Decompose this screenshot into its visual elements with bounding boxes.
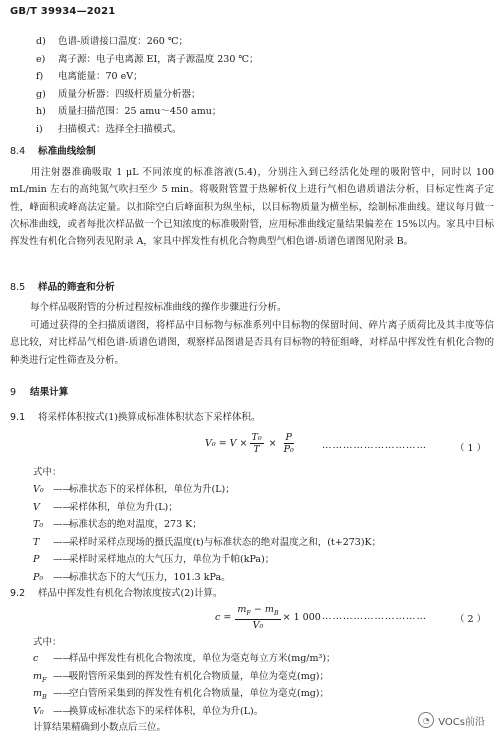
equation-leader: ………………………… [322,440,427,451]
list-item: $m_B$ —— 空白管所采集到的挥发性有机化合物质量，单位为毫克(mg)； [33,688,330,702]
equation-leader: ………………………… [322,611,427,622]
formula-2-definitions [33,650,336,720]
list-item: e) 离子源：电子电离源 EI，离子源温度 230 ℃； [36,53,259,65]
list-item: T —— 采样时采样点现场的摄氏温度(t)与标准状态的绝对温度之和，(t+273)K； [33,536,382,548]
section-9-2-text: 9.2 样品中挥发性有机化合物浓度按式(2)计算。 [10,588,223,599]
list-item: V₀ —— 换算成标准状态下的采样体积，单位为升(L)。 [33,705,264,717]
list-item: c —— 样品中挥发性有机化合物浓度，单位为毫克每立方米(mg/m³)； [33,653,336,664]
list-item: V₀ —— 标准状态下的采样体积，单位为升(L)； [33,484,235,495]
formula-2: c = $\frac{m_F - m_B}{\text{V₀}}$ × 1 000 [215,604,321,631]
equation-number-1: （ 1 ） [455,443,487,454]
section-heading-9: 9 结果计算 [10,387,69,398]
formula-1-definitions [33,481,381,587]
where-label: 式中： [33,637,62,648]
list-item: i) 扫描模式：选择全扫描模式。 [36,123,182,135]
watermark: ◔ VOCs前沿 [418,712,485,728]
equation-number-2: （ 2 ） [455,614,487,625]
section-heading-8-5: 8.5 样品的筛查和分析 [10,282,115,293]
list-item: V —— 采样体积，单位为升(L)； [33,501,178,513]
list-item: d) 色谱-质谱接口温度：260 ℃； [36,36,188,47]
list-item: h) 质量扫描范围：25 amu～450 amu； [36,106,222,118]
list-item: $m_F$ —— 吸附管所采集到的挥发性有机化合物质量，单位为毫克(mg)； [33,670,330,684]
section-9-1-text: 9.1 将采样体积按式(1)换算成标准体积状态下采样体积。 [10,412,261,423]
section-8-5-paragraph-1: 每个样品吸附管的分析过程按标准曲线的操作步骤进行分析。 [30,302,287,313]
list-item: P₀ —— 标准状态下的大气压力，101.3 kPa。 [33,571,231,583]
list-item: g) 质量分析器：四级杆质量分析器； [36,88,201,100]
formula-1: V₀ = V × $\frac{\text{T₀}}{T}$ × $\frac{P}{\text{P₀}}$ [205,432,294,455]
section-heading-8-4: 8.4 标准曲线绘制 [10,146,96,157]
section-8-5-paragraph-2: 可通过获得的全扫描质谱图，将样品中目标物与标准系列中目标物的保留时间、碎片离子质荷比及其丰度等信息比较，对比样品气相色谱-质谱色谱图，观察样品图谱是否具有目标物的特征组峰，对样品中挥发性有机化合物的种类进行定性筛查及分析。 [10,320,494,366]
standard-number: GB/T 39934—2021 [10,6,116,17]
wechat-icon: ◔ [418,712,434,728]
where-label: 式中： [33,467,62,478]
list-item: T₀ —— 标准状态的绝对温度，273 K； [33,519,202,531]
section-8-4-text: 用注射器准确吸取 1 μL 不同浓度的标准溶液(5.4)，分别注入到已经活化处理的吸附管中，同时以 100 mL/min 左右的高纯氮气吹扫至少 5 min。将吸附管置于热解析仪上进行气相色谱质谱法分析，目标定性离子定性，峰面积或峰高法定量。以扣除空白后峰面积为纵坐标，以目标物质量为横坐标，绘制标准曲线。建议每月做一次标准曲线，或者每批次样品做一个已知浓度的标准吸附管，应用标准曲线定量结果偏差在 15%以内。家具中目标挥发性有机化合物列表见附录 A，家具中挥发性有机化合物典型气相色谱-质谱色谱图见附录 B。 [10,167,494,248]
precision-note: 计算结果精确到小数点后三位。 [33,722,167,733]
parameter-list [36,33,456,139]
list-item: f) 电离能量：70 eV； [36,71,143,83]
list-item: P —— 采样时采样地点的大气压力，单位为千帕(kPa)； [33,554,275,566]
